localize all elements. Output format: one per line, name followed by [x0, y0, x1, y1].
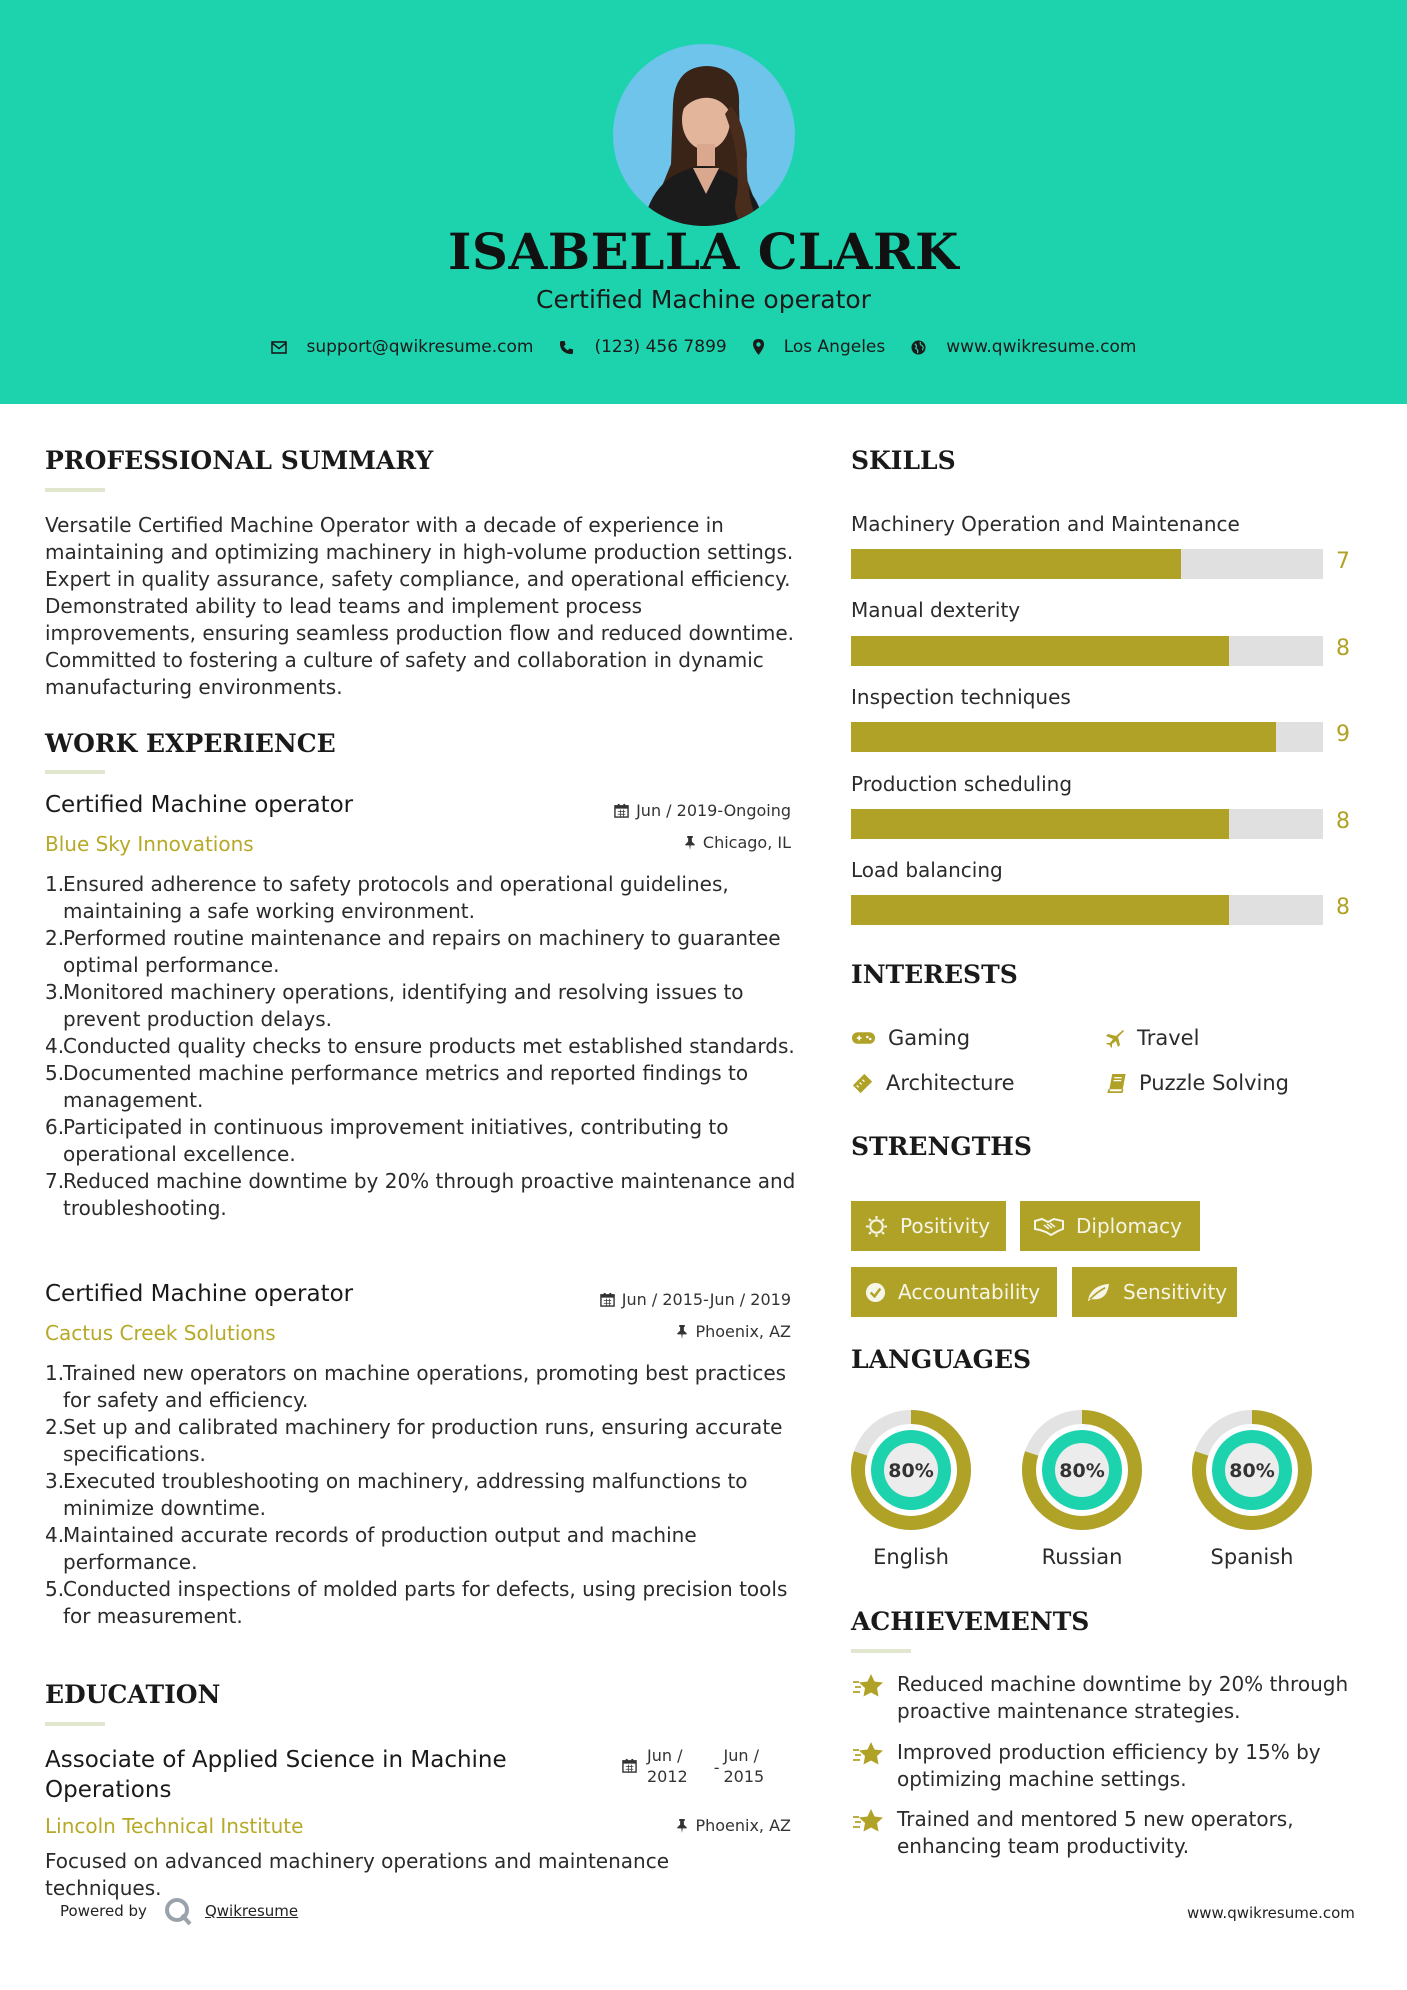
- job-2-location-text: Phoenix, AZ: [695, 1322, 791, 1341]
- candidate-title: Certified Machine operator: [536, 285, 871, 314]
- language-ring: [1021, 1409, 1143, 1531]
- interest-item: [851, 1026, 970, 1050]
- strength-chip: [851, 1201, 1006, 1251]
- skill-bar-fill: [851, 636, 1229, 666]
- list-number: 4.: [45, 1523, 65, 1547]
- job-2-location: [560, 1322, 791, 1341]
- list-item: [45, 979, 805, 1033]
- education-start-month: Jun /: [647, 1746, 683, 1765]
- education-date-dash: -: [713, 1758, 720, 1777]
- job-1-dates: [560, 801, 791, 820]
- summary-text: Versatile Certified Machine Operator with a decade of experience in maintaining and optimizing machinery in high-volume production settings. Expert in quality assurance, safety compliance, and operational efficiency. Demonstrated ability to lead teams and implement process improvements, ensuring seamless production flow and reduced downtime. Committed to fostering a culture of safety and collaboration in dynamic manufacturing environments.: [45, 513, 795, 699]
- gamepad-icon: [851, 1030, 876, 1046]
- list-number: 1.: [45, 872, 65, 896]
- job-1-dates-text: Jun / 2019-Ongoing: [636, 801, 791, 820]
- list-item: [45, 1114, 805, 1168]
- contact-location: [753, 337, 886, 357]
- job-2-dates-text: Jun / 2015-Jun / 2019: [621, 1290, 791, 1309]
- skill-bar-fill: [851, 809, 1229, 839]
- list-item: [45, 1360, 805, 1414]
- achievement-item: [851, 1671, 1371, 1725]
- skill-bar: [851, 636, 1323, 666]
- achievement-item: [851, 1806, 1371, 1860]
- plane-icon: [1105, 1028, 1125, 1048]
- leaf-icon: [1086, 1282, 1111, 1303]
- skill-score: 8: [1336, 895, 1350, 920]
- strength-label: Diplomacy: [1076, 1214, 1183, 1238]
- experience-heading-underline: [45, 770, 105, 774]
- achievement-text: Improved production efficiency by 15% by optimizing machine settings.: [897, 1740, 1321, 1791]
- skill-label: Production scheduling: [851, 772, 1073, 796]
- pushpin-icon: [676, 1324, 688, 1339]
- list-number: 5.: [45, 1061, 65, 1085]
- map-marker-icon: [753, 339, 764, 355]
- contact-email-text: support@qwikresume.com: [306, 337, 534, 357]
- education-end-year: 2015: [723, 1767, 765, 1786]
- achievements-heading: ACHIEVEMENTS: [851, 1607, 1090, 1636]
- contact-email[interactable]: [271, 337, 534, 357]
- list-text: Conducted inspections of molded parts for defects, using precision tools for measurement.: [63, 1577, 788, 1628]
- language-ring: [850, 1409, 972, 1531]
- skill-bar: [851, 895, 1323, 925]
- contact-location-text: Los Angeles: [783, 337, 886, 357]
- strength-label: Accountability: [898, 1280, 1041, 1304]
- book-icon: [1107, 1073, 1127, 1094]
- education-description: Focused on advanced machinery operations and maintenance techniques.: [45, 1849, 669, 1900]
- interest-label: Puzzle Solving: [1139, 1071, 1289, 1095]
- candidate-name: ISABELLA CLARK: [448, 222, 959, 281]
- calendar-icon: [614, 803, 629, 818]
- list-item: [45, 1060, 805, 1114]
- qwikresume-logo-icon: [163, 1896, 193, 1926]
- education-degree-line2: Operations: [45, 1777, 172, 1803]
- list-item: [45, 1576, 805, 1630]
- interests-heading: INTERESTS: [851, 960, 1018, 989]
- contact-phone-text: (123) 456 7899: [594, 337, 727, 357]
- sun-icon: [865, 1215, 888, 1238]
- resume-header: [0, 0, 1407, 404]
- education-location-text: Phoenix, AZ: [695, 1816, 791, 1835]
- education-dates: [622, 1745, 764, 1787]
- skill-label: Load balancing: [851, 858, 1003, 882]
- list-text: Participated in continuous improvement initiatives, contributing to operational excellence.: [63, 1115, 729, 1166]
- strength-chip: [1072, 1267, 1237, 1317]
- list-item: [45, 925, 805, 979]
- list-text: Executed troubleshooting on machinery, addressing malfunctions to minimize downtime.: [63, 1469, 748, 1520]
- list-item: [45, 1033, 805, 1060]
- skill-bar-fill: [851, 895, 1229, 925]
- list-item: [45, 1522, 805, 1576]
- skills-heading: SKILLS: [851, 446, 956, 475]
- skill-score: 8: [1336, 636, 1350, 661]
- language-label: Russian: [1041, 1545, 1123, 1569]
- skill-bar: [851, 809, 1323, 839]
- skill-bar: [851, 549, 1323, 579]
- pencil-ruler-icon: [851, 1072, 874, 1095]
- qwikresume-link[interactable]: Qwikresume: [204, 1902, 299, 1920]
- skill-bar-fill: [851, 549, 1181, 579]
- ring-percent: 80%: [1059, 1460, 1105, 1482]
- job-1-location-text: Chicago, IL: [702, 833, 791, 852]
- education-location: [560, 1816, 791, 1835]
- interest-item: [1105, 1026, 1199, 1050]
- job-2-company: Cactus Creek Solutions: [45, 1321, 276, 1345]
- interest-item: [1107, 1071, 1289, 1095]
- skill-label: Inspection techniques: [851, 685, 1071, 709]
- envelope-icon: [271, 341, 287, 354]
- skill-bar-fill: [851, 722, 1276, 752]
- job-2-responsibilities: [45, 1360, 805, 1630]
- strength-label: Positivity: [900, 1214, 991, 1238]
- skill-label: Manual dexterity: [851, 598, 1021, 622]
- education-degree: [45, 1745, 507, 1805]
- job-1-responsibilities: [45, 871, 805, 1222]
- portrait-illustration: [613, 44, 795, 226]
- list-text: Maintained accurate records of production output and machine performance.: [63, 1523, 697, 1574]
- list-text: Performed routine maintenance and repairs on machinery to guarantee optimal performance.: [63, 926, 781, 977]
- job-1-company: Blue Sky Innovations: [45, 832, 254, 856]
- list-number: 1.: [45, 1361, 65, 1385]
- experience-heading: WORK EXPERIENCE: [45, 729, 336, 758]
- skill-score: 7: [1336, 549, 1350, 574]
- star-icon: [851, 1673, 887, 1699]
- list-number: 3.: [45, 980, 65, 1004]
- education-school: Lincoln Technical Institute: [45, 1814, 304, 1838]
- interest-label: Architecture: [886, 1071, 1015, 1095]
- achievement-item: [851, 1739, 1371, 1793]
- list-text: Conducted quality checks to ensure products met established standards.: [63, 1034, 795, 1058]
- interest-label: Travel: [1137, 1026, 1200, 1050]
- list-number: 5.: [45, 1577, 65, 1601]
- check-circle-icon: [865, 1282, 886, 1303]
- list-text: Documented machine performance metrics and reported findings to management.: [63, 1061, 749, 1112]
- strengths-heading: STRENGTHS: [851, 1132, 1032, 1161]
- skill-score: 8: [1336, 809, 1350, 834]
- list-item: [45, 1168, 805, 1222]
- summary-heading-underline: [45, 488, 105, 492]
- star-icon: [851, 1808, 887, 1834]
- pushpin-icon: [684, 835, 696, 850]
- skill-bar: [851, 722, 1323, 752]
- list-item: [45, 1468, 805, 1522]
- achievement-text: Reduced machine downtime by 20% through proactive maintenance strategies.: [897, 1672, 1349, 1723]
- list-number: 2.: [45, 1415, 65, 1439]
- summary-heading: PROFESSIONAL SUMMARY: [45, 446, 434, 475]
- list-text: Monitored machinery operations, identifying and resolving issues to prevent production delays.: [63, 980, 744, 1031]
- list-text: Reduced machine downtime by 20% through proactive maintenance and troubleshooting.: [63, 1169, 796, 1220]
- phone-icon: [559, 340, 574, 355]
- education-start: [647, 1745, 688, 1787]
- contact-bar: [0, 337, 1407, 357]
- job-2-dates: [540, 1290, 791, 1309]
- achievements-heading-underline: [851, 1649, 911, 1653]
- contact-website[interactable]: [911, 337, 1136, 357]
- list-number: 2.: [45, 926, 65, 950]
- list-text: Ensured adherence to safety protocols and operational guidelines, maintaining a safe working environment.: [63, 872, 729, 923]
- education-start-year: 2012: [647, 1767, 688, 1786]
- contact-phone[interactable]: [559, 337, 726, 357]
- job-1-location: [560, 833, 791, 852]
- star-icon: [851, 1741, 887, 1767]
- list-item: [45, 871, 805, 925]
- language-label: English: [873, 1545, 949, 1569]
- language-label: Spanish: [1210, 1545, 1294, 1569]
- list-text: Set up and calibrated machinery for production runs, ensuring accurate specifications.: [63, 1415, 783, 1466]
- powered-by-text: Powered by: [60, 1902, 147, 1920]
- list-text: Trained new operators on machine operations, promoting best practices for safety and efficiency.: [63, 1361, 787, 1412]
- handshake-icon: [1034, 1216, 1064, 1236]
- job-1-title: Certified Machine operator: [45, 792, 354, 818]
- list-item: [45, 1414, 805, 1468]
- footer-website[interactable]: www.qwikresume.com: [1187, 1904, 1355, 1922]
- list-number: 4.: [45, 1034, 65, 1058]
- list-number: 3.: [45, 1469, 65, 1493]
- education-heading: EDUCATION: [45, 1680, 221, 1709]
- strength-label: Sensitivity: [1123, 1280, 1228, 1304]
- ring-percent: 80%: [1229, 1460, 1275, 1482]
- list-number: 7.: [45, 1169, 65, 1193]
- education-heading-underline: [45, 1722, 105, 1726]
- footer-powered-by: [60, 1896, 298, 1926]
- language-ring: [1191, 1409, 1313, 1531]
- calendar-icon: [600, 1292, 615, 1307]
- contact-website-text: www.qwikresume.com: [946, 337, 1137, 357]
- achievement-text: Trained and mentored 5 new operators, enhancing team productivity.: [897, 1807, 1294, 1858]
- interest-item: [851, 1071, 1015, 1095]
- languages-heading: LANGUAGES: [851, 1345, 1032, 1374]
- strength-chip: [851, 1267, 1057, 1317]
- strength-chip: [1020, 1201, 1200, 1251]
- globe-icon: [911, 340, 926, 355]
- education-end-month: Jun /: [723, 1746, 759, 1765]
- skill-label: Machinery Operation and Maintenance: [851, 512, 1240, 536]
- ring-percent: 80%: [888, 1460, 934, 1482]
- job-2-title: Certified Machine operator: [45, 1281, 354, 1307]
- education-end: [724, 1745, 765, 1787]
- skill-score: 9: [1336, 722, 1350, 747]
- calendar-icon: [622, 1758, 637, 1773]
- profile-photo: [613, 44, 795, 226]
- education-degree-line1: Associate of Applied Science in Machine: [45, 1747, 507, 1773]
- pushpin-icon: [676, 1818, 688, 1833]
- interest-label: Gaming: [888, 1026, 971, 1050]
- list-number: 6.: [45, 1115, 65, 1139]
